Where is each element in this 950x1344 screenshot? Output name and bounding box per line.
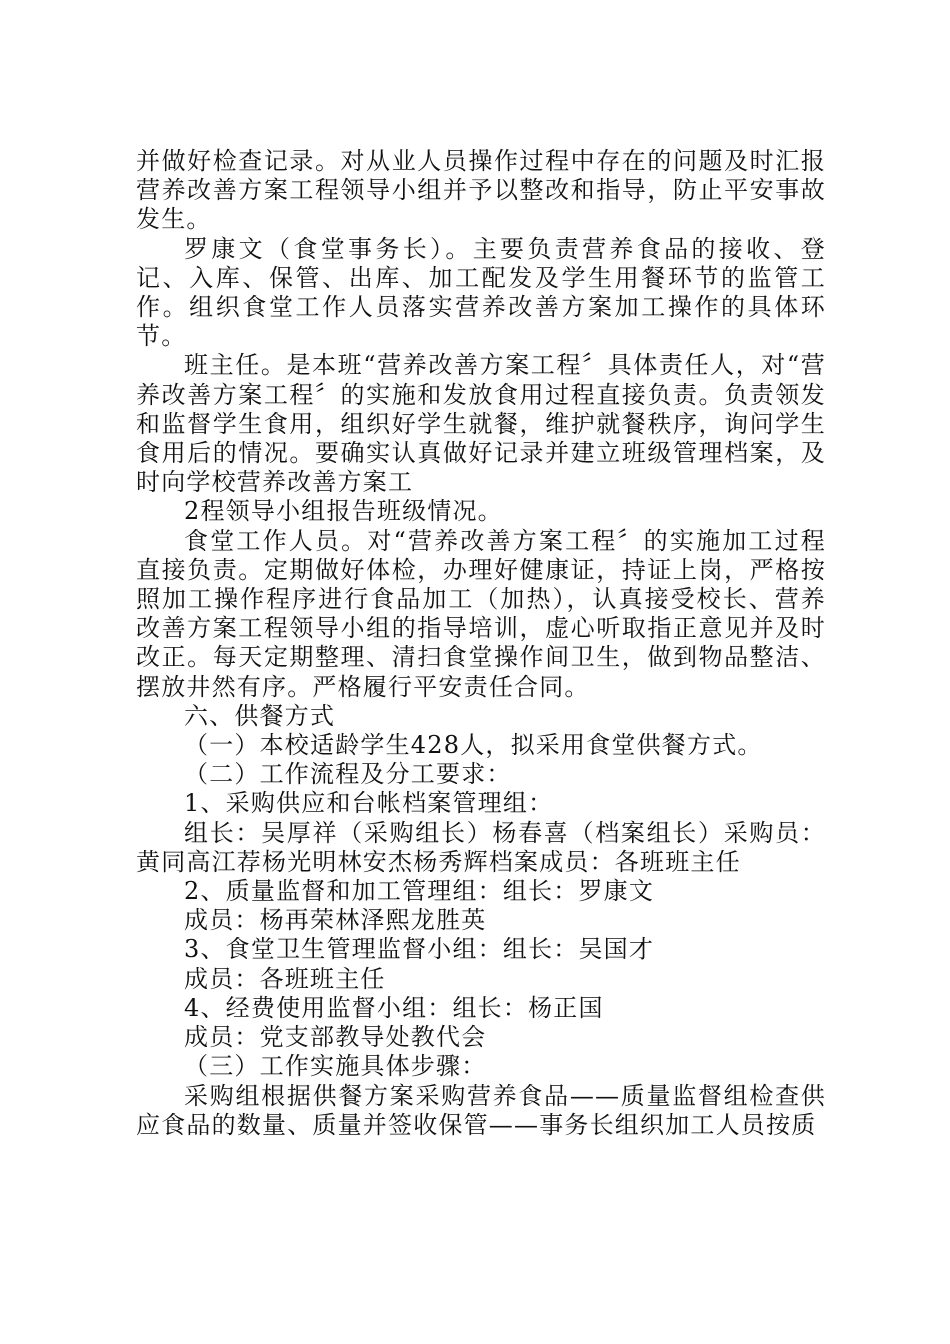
- paragraph-procurement-flow: 采购组根据供餐方案采购营养食品——质量监督组检查供应食品的数量、质量并签收保管——事务长组织加工人员按质: [136, 1081, 826, 1139]
- paragraph-student-count: （一）本校适龄学生428人，拟采用食堂供餐方式。: [184, 731, 763, 760]
- paragraph-procurement-members: 组长：吴厚祥（采购组长）杨春喜（档案组长）采购员：黄同高江荐杨光明林安杰杨秀辉档案成员：各班班主任: [136, 818, 826, 876]
- paragraph-class-teacher: 班主任。是本班“营养改善方案工程〞具体责任人，对“营养改善方案工程〞的实施和发放食用过程直接负责。负责领发和监督学生食用，组织好学生就餐，维护就餐秩序，询问学生食用后的情况。要确实认真做好记录并建立班级管理档案，及时向学校营养改善方案工: [136, 351, 826, 497]
- paragraph-luo-kangwen: 罗康文（食堂事务长）。主要负责营养食品的接收、登记、入库、保管、出库、加工配发及学生用餐环节的监管工作。组织食堂工作人员落实营养改善方案加工操作的具体环节。: [136, 234, 826, 351]
- paragraph-inspection-record: 并做好检查记录。对从业人员操作过程中存在的问题及时汇报营养改善方案工程领导小组并予以整改和指导，防止平安事故发生。: [136, 147, 826, 234]
- item-quality-members: 成员：杨再荣林泽熙龙胜英: [184, 906, 487, 935]
- subheading-implementation-steps: （三）工作实施具体步骤：: [184, 1052, 487, 1081]
- item-hygiene-group: 3、食堂卫生管理监督小组：组长：吴国才: [184, 935, 655, 964]
- subheading-workflow: （二）工作流程及分工要求：: [184, 760, 512, 789]
- item-hygiene-members: 成员：各班班主任: [184, 964, 386, 993]
- paragraph-canteen-staff: 食堂工作人员。对“营养改善方案工程〞的实施加工过程直接负责。定期做好体检，办理好健康证，持证上岗，严格按照加工操作程序进行食品加工（加热），认真接受校长、营养改善方案工程领导小组的指导培训，虚心听取指正意见并及时改正。每天定期整理、清扫食堂操作间卫生，做到物品整洁、摆放井然有序。严格履行平安责任合同。: [136, 526, 826, 701]
- item-quality-group: 2、质量监督和加工管理组：组长：罗康文: [184, 877, 655, 906]
- item-funding-group: 4、经费使用监督小组：组长：杨正国: [184, 993, 604, 1022]
- item-funding-members: 成员：党支部教导处教代会: [184, 1023, 487, 1052]
- paragraph-report-class: 2程领导小组报告班级情况。: [184, 497, 503, 526]
- document-page: [136, 147, 826, 1140]
- item-procurement-group: 1、采购供应和台帐档案管理组：: [184, 789, 554, 818]
- section-heading-meal-supply: 六、供餐方式: [184, 701, 336, 730]
